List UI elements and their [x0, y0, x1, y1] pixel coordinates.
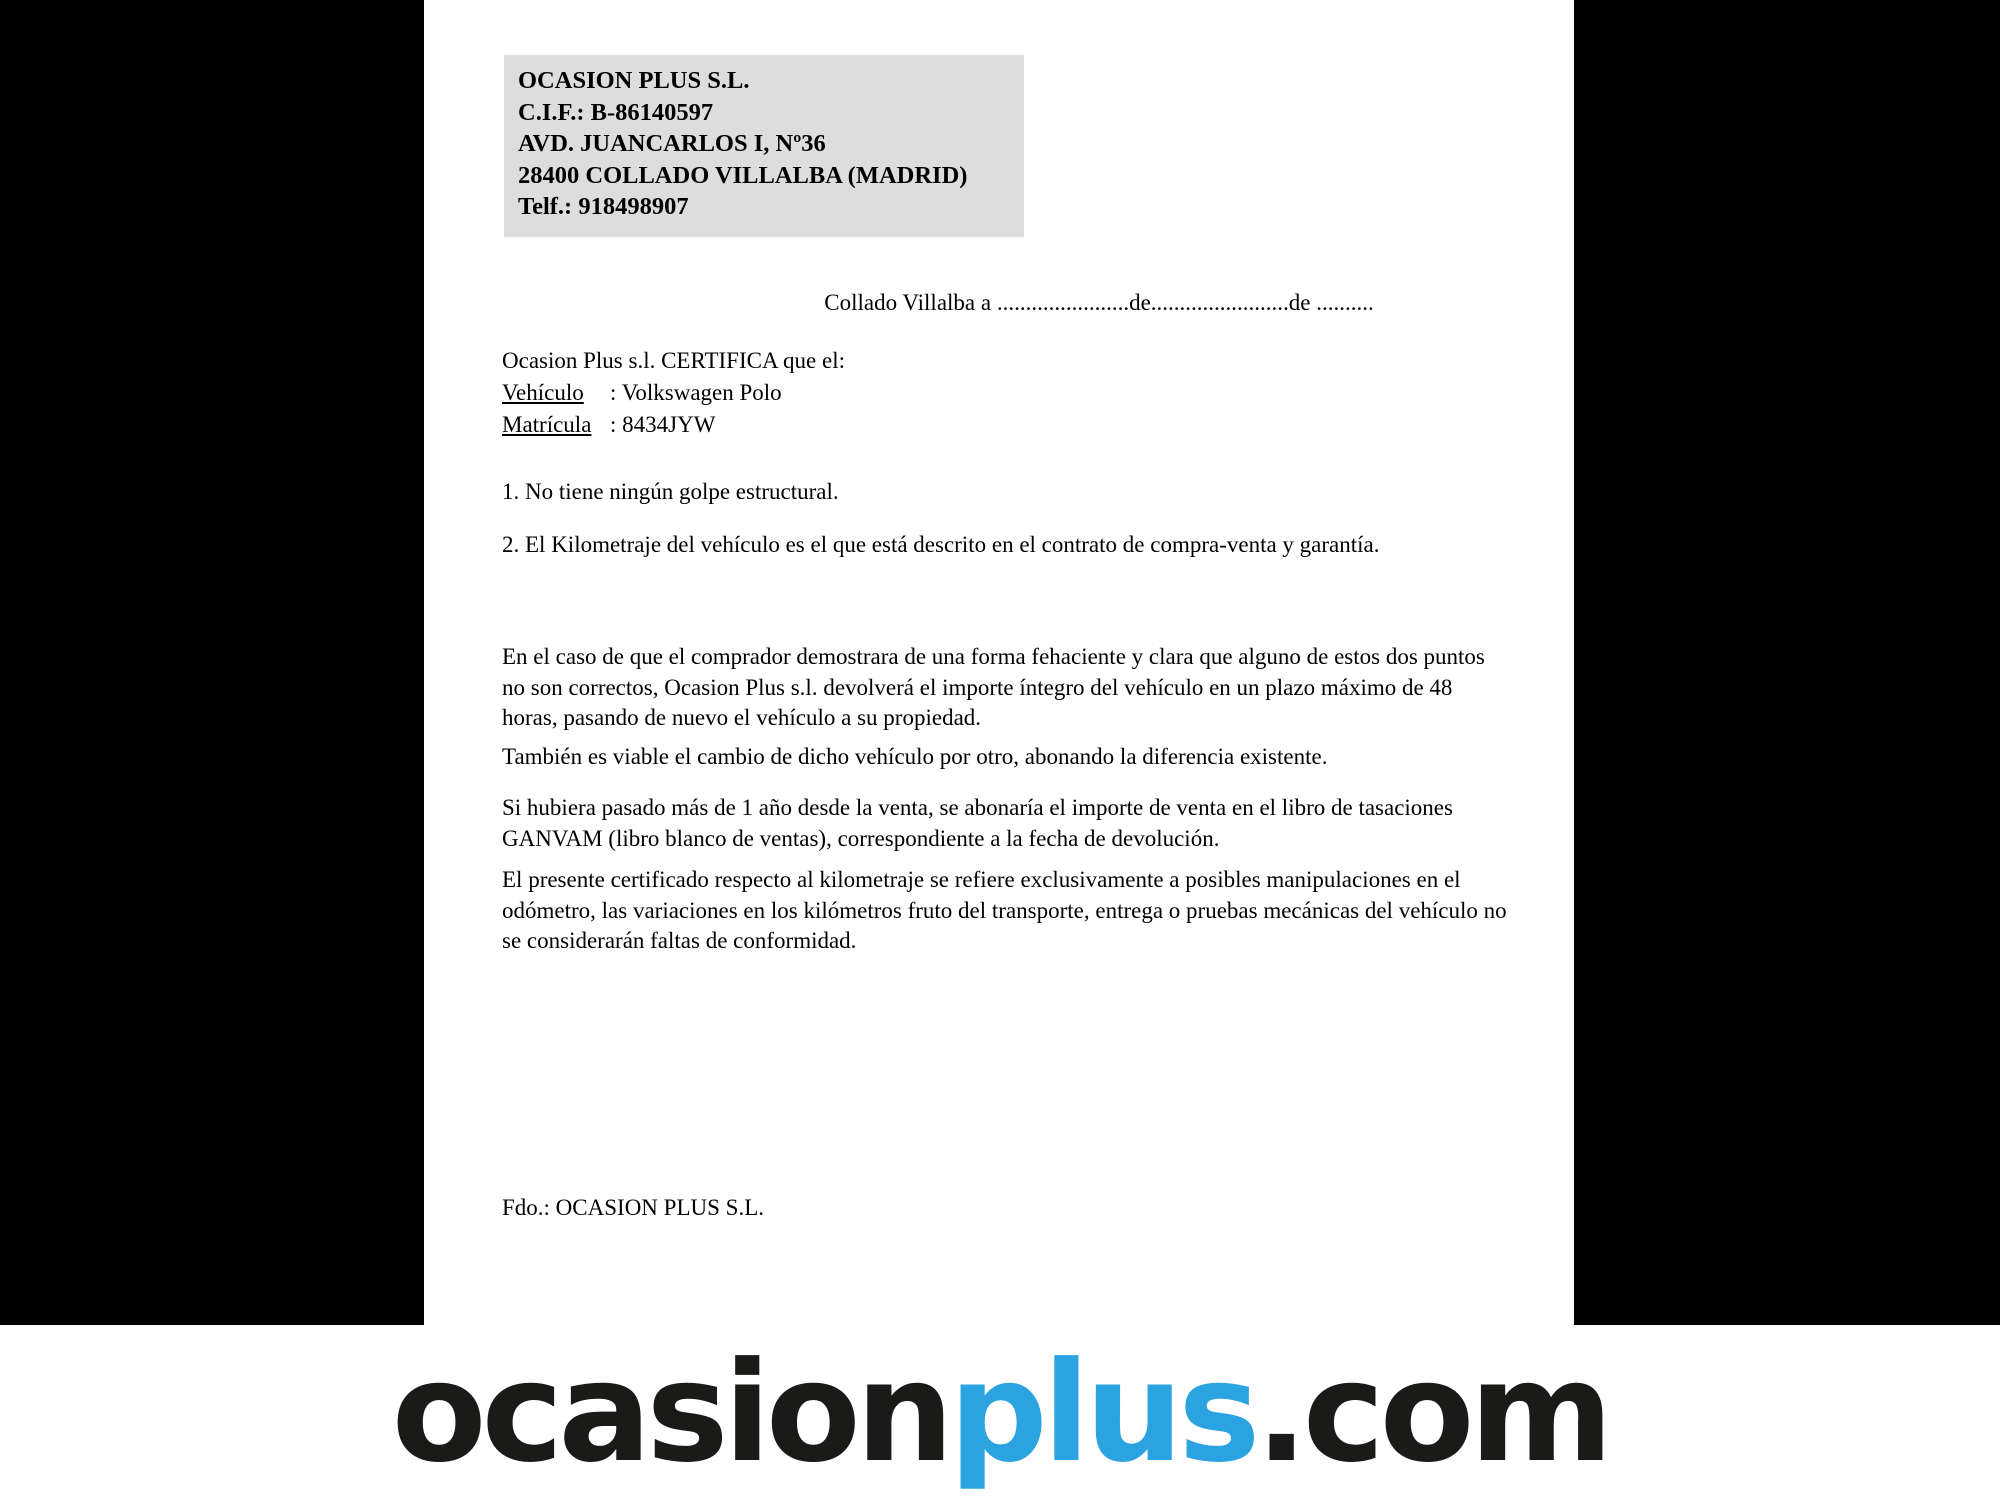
plate-row — [502, 409, 845, 441]
certification-point-1: 1. No tiene ningún golpe estructural. — [502, 479, 839, 504]
paragraph-exchange-option: También es viable el cambio de dicho vehículo por otro, abonando la diferencia existente. — [502, 744, 1328, 769]
brand-logo — [391, 1331, 1609, 1493]
company-header-block — [504, 55, 1024, 237]
document-content — [424, 0, 1574, 1325]
paragraph-odometer-scope: El presente certificado respecto al kilometraje se refiere exclusivamente a posibles manipulaciones en el odómetro, las variaciones en los kilómetros fruto del transporte, entrega o pruebas mecánicas del vehículo no se considerarán faltas de conformidad. — [502, 867, 1507, 953]
certification-intro: Ocasion Plus s.l. CERTIFICA que el: — [502, 348, 845, 373]
certification-point-2: 2. El Kilometraje del vehículo es el que está descrito en el contrato de compra-venta y garantía. — [502, 532, 1380, 557]
logo-part-plus: plus — [948, 1331, 1256, 1493]
company-cif: C.I.F.: B-86140597 — [518, 98, 714, 126]
plate-value: : 8434JYW — [610, 412, 716, 437]
vehicle-value: : Volkswagen Polo — [610, 380, 782, 405]
vehicle-row — [502, 377, 845, 409]
document-page — [424, 0, 1574, 1325]
signature-line: Fdo.: OCASION PLUS S.L. — [502, 1195, 764, 1220]
company-name: OCASION PLUS S.L. — [518, 67, 750, 94]
plate-label: Matrícula — [502, 412, 592, 437]
place-and-date-line: Collado Villalba a .......................de........................de .......... — [824, 290, 1374, 315]
company-phone: Telf.: 918498907 — [518, 193, 689, 220]
paragraph-refund-terms: En el caso de que el comprador demostrara de una forma fehaciente y clara que alguno de estos dos puntos no son correctos, Ocasion Plus s.l. devolverá el importe íntegro del vehículo en un plazo máximo de 48 horas, pasando de nuevo el vehículo a su propiedad. — [502, 644, 1485, 730]
vehicle-label: Vehículo — [502, 380, 584, 405]
paragraph-one-year-clause: Si hubiera pasado más de 1 año desde la venta, se abonaría el importe de venta en el libro de tasaciones GANVAM (libro blanco de ventas), correspondiente a la fecha de devolución. — [502, 795, 1453, 851]
logo-part-domain: .com — [1255, 1331, 1609, 1493]
company-address: AVD. JUANCARLOS I, Nº36 — [518, 130, 826, 157]
certification-block — [502, 345, 845, 441]
logo-part-ocasion: ocasion — [391, 1331, 949, 1493]
company-city: 28400 COLLADO VILLALBA (MADRID) — [518, 161, 968, 189]
brand-logo-band — [0, 1325, 2000, 1500]
